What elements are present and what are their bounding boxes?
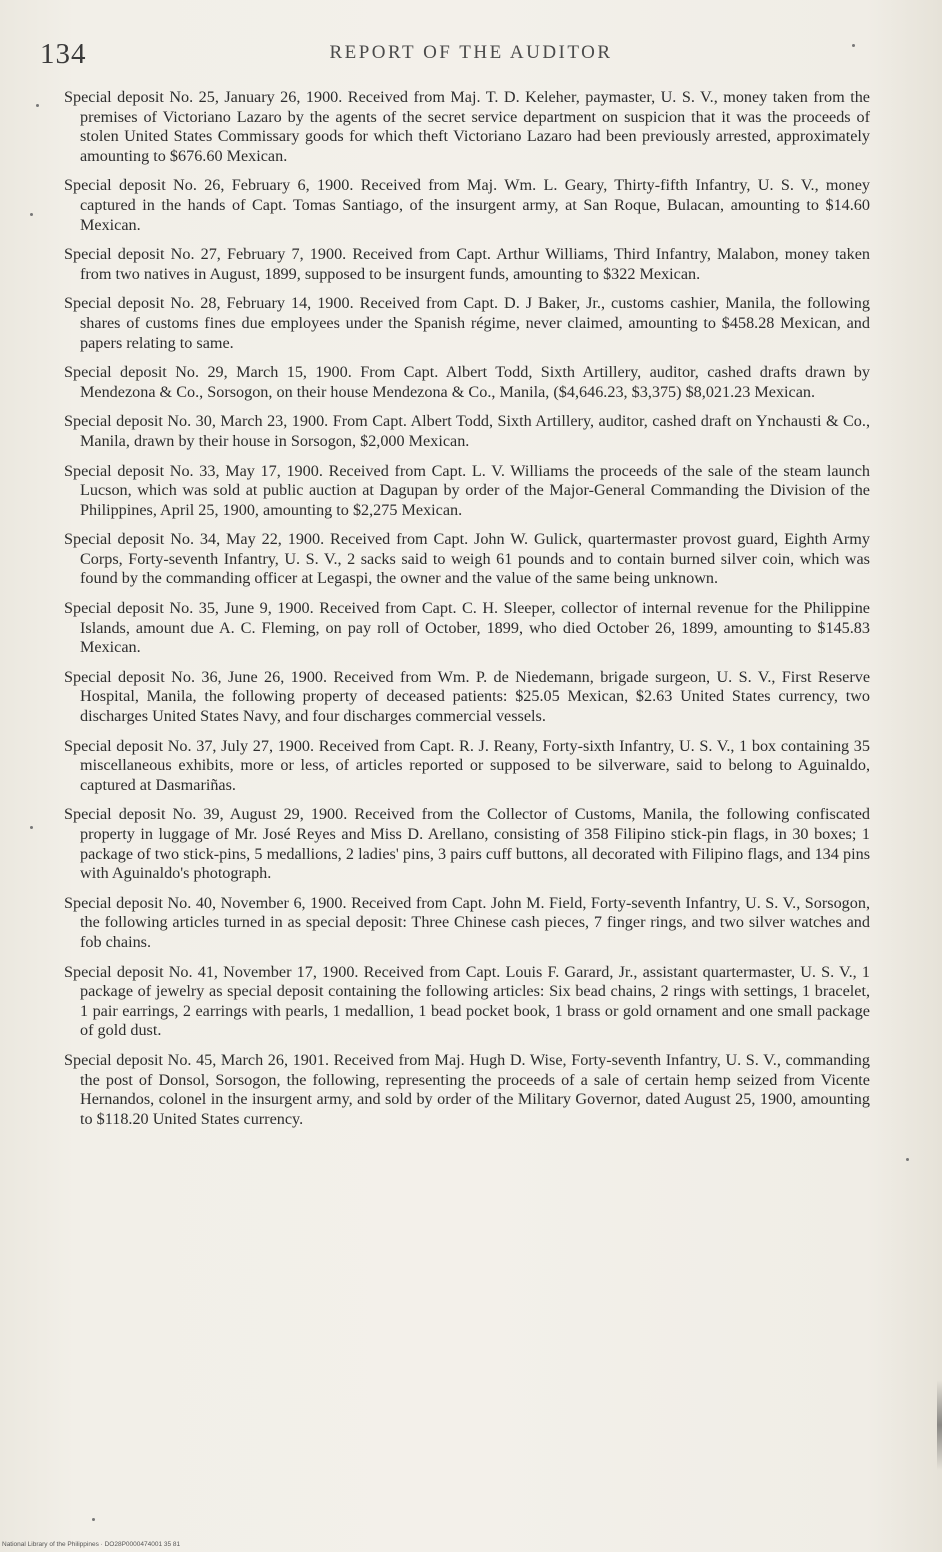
deposit-entry-37: Special deposit No. 37, July 27, 1900. Received from Capt. R. J. Reany, Forty-sixth Infantry, U. S. V., 1 box containing 35 miscellaneous exhibits, more or less, of articles reported or supposed to be silverware, said to belong to Aguinaldo, captured at Dasmariñas.	[64, 736, 870, 794]
scan-speck	[36, 104, 39, 107]
deposit-entry-45: Special deposit No. 45, March 26, 1901. Received from Maj. Hugh D. Wise, Forty-seventh Infantry, U. S. V., commanding the post of Donsol, Sorsogon, the following, representing the proceeds of a sale of certain hemp seized from Vicente Hernandos, colonel in the insurgent army, and sold by order of the Military Governor, dated August 25, 1900, amounting to $118.20 United States currency.	[64, 1050, 870, 1128]
deposit-entry-41: Special deposit No. 41, November 17, 1900. Received from Capt. Louis F. Garard, Jr., assistant quartermaster, U. S. V., 1 package of jewelry as special deposit containing the following articles: Six bead chains, 2 rings with settings, 1 bracelet, 1 pair earrings, 2 earrings with pearls, 1 medallion, 1 bead pocket book, 1 brass or gold ornament and one small package of gold dust.	[64, 962, 870, 1040]
deposit-entry-29: Special deposit No. 29, March 15, 1900. From Capt. Albert Todd, Sixth Artillery, auditor, cashed drafts drawn by Mendezona & Co., Sorsogon, on their house Mendezona & Co., Manila, ($4,646.23, $3,375) $8,021.23 Mexican.	[64, 363, 870, 401]
scan-speck	[852, 44, 855, 47]
deposit-entry-40: Special deposit No. 40, November 6, 1900. Received from Capt. John M. Field, Forty-seventh Infantry, U. S. V., Sorsogon, the following articles turned in as special deposit: Three Chinese cash pieces, 7 finger rings, and two silver watches and fob chains.	[64, 893, 870, 951]
page-number: 134	[40, 38, 87, 70]
scan-speck	[92, 1518, 95, 1521]
deposit-entry-28: Special deposit No. 28, February 14, 1900. Received from Capt. D. J Baker, Jr., customs cashier, Manila, the following shares of customs fines due employees under the Spanish régime, never claimed, amounting to $458.28 Mexican, and papers relating to same.	[64, 294, 870, 352]
running-head: REPORT OF THE AUDITOR	[329, 42, 613, 63]
deposit-entry-36: Special deposit No. 36, June 26, 1900. Received from Wm. P. de Niedemann, brigade surgeon, U. S. V., First Reserve Hospital, Manila, the following property of deceased patients: $25.05 Mexican, $2.63 United States currency, two discharges United States Navy, and four discharges commercial vessels.	[64, 667, 870, 726]
deposit-entry-27: Special deposit No. 27, February 7, 1900. Received from Capt. Arthur Williams, Third Infantry, Malabon, money taken from two natives in August, 1899, supposed to be insurgent funds, amounting to $322 Mexican.	[64, 245, 870, 283]
deposit-entry-35: Special deposit No. 35, June 9, 1900. Received from Capt. C. H. Sleeper, collector of internal revenue for the Philippine Islands, amount due A. C. Fleming, on pay roll of October, 1899, who died October 26, 1899, amounting to $145.83 Mexican.	[64, 599, 870, 657]
scan-source-footer: National Library of the Philippines · DO28P0000474001 35 81	[2, 1541, 181, 1548]
deposit-entry-39: Special deposit No. 39, August 29, 1900. Received from the Collector of Customs, Manila, the following confiscated property in luggage of Mr. José Reyes and Miss D. Arellano, consisting of 358 Filipino stick-pin flags, in 30 boxes; 1 package of two stick-pins, 5 medallions, 2 ladies' pins, 3 pairs cuff buttons, all decorated with Filipino flags, and 134 pins with Aguinaldo's photograph.	[64, 805, 870, 883]
deposit-entry-26: Special deposit No. 26, February 6, 1900. Received from Maj. Wm. L. Geary, Thirty-fifth Infantry, U. S. V., money captured in the hands of Capt. Tomas Santiago, of the insurgent army, at San Roque, Bulacan, amounting to $14.60 Mexican.	[64, 176, 870, 234]
scan-speck	[30, 826, 33, 829]
scan-edge-shadow	[937, 1380, 942, 1470]
deposit-entry-33: Special deposit No. 33, May 17, 1900. Received from Capt. L. V. Williams the proceeds of the sale of the steam launch Lucson, which was sold at public auction at Dagupan by order of the Major-General Commanding the Division of the Philippines, April 25, 1900, amounting to $2,275 Mexican.	[64, 461, 870, 519]
deposit-entry-25: Special deposit No. 25, January 26, 1900. Received from Maj. T. D. Keleher, paymaster, U. S. V., money taken from the premises of Victoriano Lazaro by the agents of the secret service department on suspicion that it was the proceeds of stolen United States Commissary goods for which theft Victoriano Lazaro had been previously arrested, approximately amounting to $676.60 Mexican.	[64, 88, 870, 165]
scan-speck	[30, 213, 33, 216]
deposit-entry-34: Special deposit No. 34, May 22, 1900. Received from Capt. John W. Gulick, quartermaster provost guard, Eighth Army Corps, Forty-seventh Infantry, U. S. V., 2 sacks said to weigh 61 pounds and to contain burned silver coin, which was found by the commanding officer at Legaspi, the owner and the value of the same being unknown.	[64, 530, 870, 588]
deposit-entries	[64, 88, 870, 1139]
deposit-entry-30: Special deposit No. 30, March 23, 1900. From Capt. Albert Todd, Sixth Artillery, auditor, cashed draft on Ynchausti & Co., Manila, drawn by their house in Sorsogon, $2,000 Mexican.	[64, 412, 870, 450]
scan-speck	[906, 1158, 909, 1161]
